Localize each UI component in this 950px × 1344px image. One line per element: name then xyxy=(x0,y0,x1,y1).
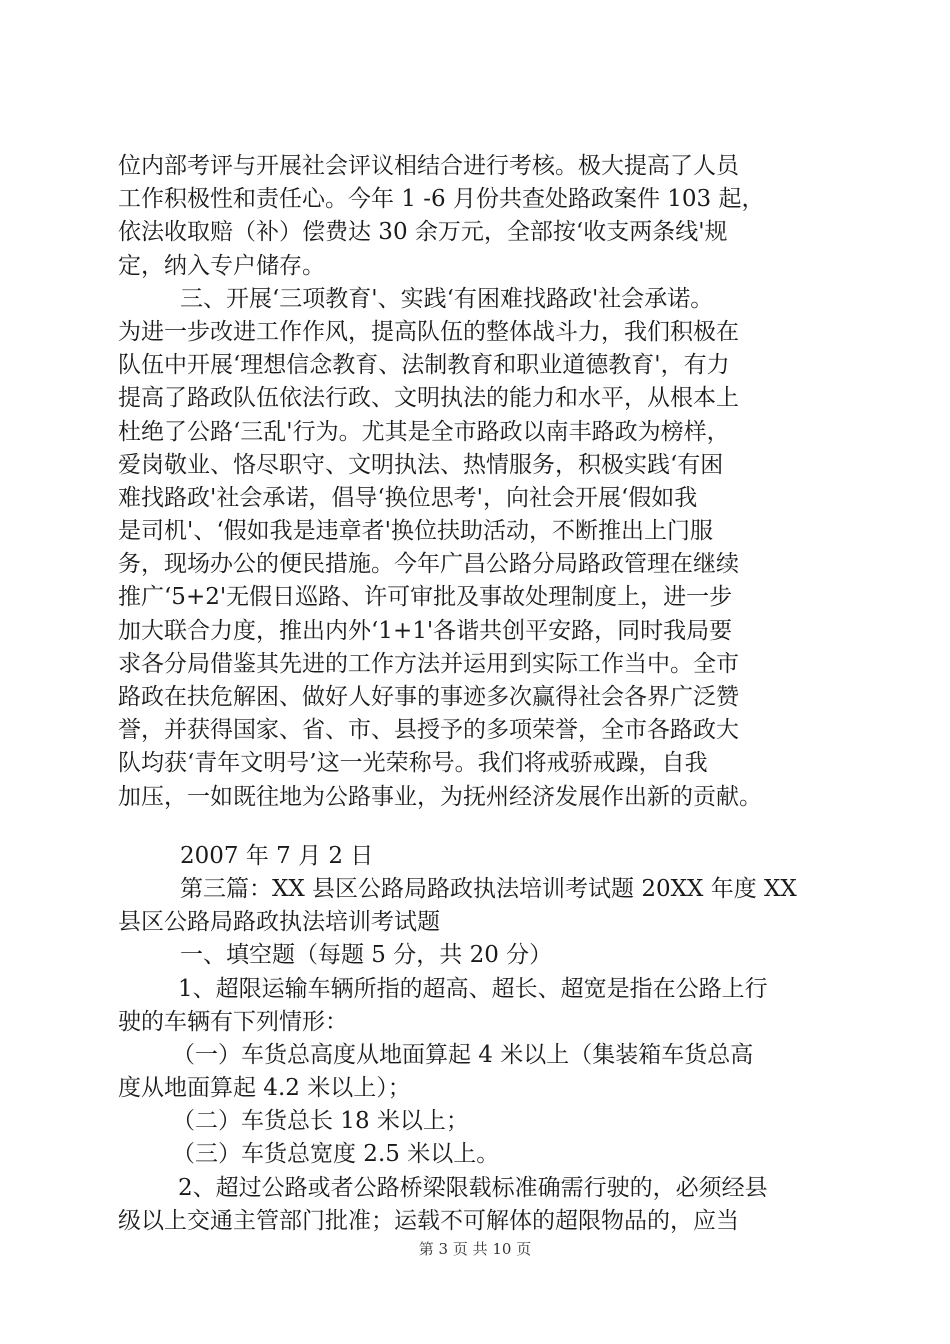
body-line: 级以上交通主管部门批准；运载不可解体的超限物品的，应当 xyxy=(118,1207,739,1234)
body-line: 位内部考评与开展社会评议相结合进行考核。极大提高了人员 xyxy=(118,153,739,179)
question-two: 2、超过公路或者公路桥梁限载标准确需行驶的，必须经县 xyxy=(178,1174,768,1201)
body-line: 爱岗敬业、恪尽职守、文明执法、热情服务，积极实践‘有困 xyxy=(118,451,724,478)
chapter-title-continued: 县区公路局路政执法培训考试题 xyxy=(118,909,440,936)
question-one-item: （二）车货总长 18 米以上； xyxy=(172,1108,469,1135)
question-one: 1、超限运输车辆所指的超高、超长、超宽是指在公路上行 xyxy=(178,975,768,1002)
page-footer: 第 3 页 共 10 页 xyxy=(418,1240,532,1258)
body-line: 为进一步改进工作作风，提高队伍的整体战斗力，我们积极在 xyxy=(118,318,739,345)
body-line: 务，现场办公的便民措施。今年广昌公路分局路政管理在继续 xyxy=(118,551,739,578)
body-line: 是司机'、‘假如我是违章者'换位扶助活动，不断推出上门服 xyxy=(118,518,713,545)
body-line: 提高了路政队伍依法行政、文明执法的能力和水平，从根本上 xyxy=(118,385,739,412)
body-line: 队伍中开展‘理想信念教育、法制教育和职业道德教育'，有力 xyxy=(118,352,730,379)
body-line: 驶的车辆有下列情形： xyxy=(118,1008,348,1035)
body-line: 定，纳入专户储存。 xyxy=(118,252,325,279)
body-line: 依法收取赔（补）偿费达 30 余万元，全部按‘收支两条线'规 xyxy=(118,219,728,246)
body-line: 加压，一如既往地为公路事业，为抚州经济发展作出新的贡献。 xyxy=(118,783,762,810)
section-heading-three: 三、开展‘三项教育'、实践‘有困难找路政'社会承诺。 xyxy=(180,285,714,312)
body-line: 求各分局借鉴其先进的工作方法并运用到实际工作当中。全市 xyxy=(118,650,739,677)
body-line: 队均获‘青年文明号’这一光荣称号。我们将戒骄戒躁，自我 xyxy=(118,750,708,777)
body-line: 度从地面算起 4.2 米以上）； xyxy=(118,1075,411,1102)
body-line: 推广‘5+2'无假日巡路、许可审批及事故处理制度上，进一步 xyxy=(118,584,733,611)
body-line: 难找路政'社会承诺，倡导‘换位思考'，向社会开展‘假如我 xyxy=(118,484,698,511)
paragraph-gap xyxy=(118,814,838,840)
body-line: 加大联合力度，推出内外‘1+1'各谐共创平安路，同时我局要 xyxy=(118,617,733,644)
body-line: 杜绝了公路‘三乱'行为。尤其是全市路政以南丰路政为榜样， xyxy=(118,418,730,445)
document-body xyxy=(118,150,838,1238)
fill-blank-heading: 一、填空题（每题 5 分，共 20 分） xyxy=(180,942,553,969)
question-one-item: （一）车货总高度从地面算起 4 米以上（集装箱车货总高 xyxy=(172,1041,754,1068)
chapter-title: 第三篇：XX 县区公路局路政执法培训考试题 20XX 年度 XX xyxy=(180,875,797,902)
document-date: 2007 年 7 月 2 日 xyxy=(180,842,374,869)
body-line: 誉，并获得国家、省、市、县授予的多项荣誉，全市各路政大 xyxy=(118,717,739,744)
question-one-item: （三）车货总宽度 2.5 米以上。 xyxy=(172,1141,500,1168)
body-line: 工作积极性和责任心。今年 1 -6 月份共查处路政案件 103 起， xyxy=(118,186,765,213)
body-line: 路政在扶危解困、做好人好事的事迹多次赢得社会各界广泛赞 xyxy=(118,684,739,710)
